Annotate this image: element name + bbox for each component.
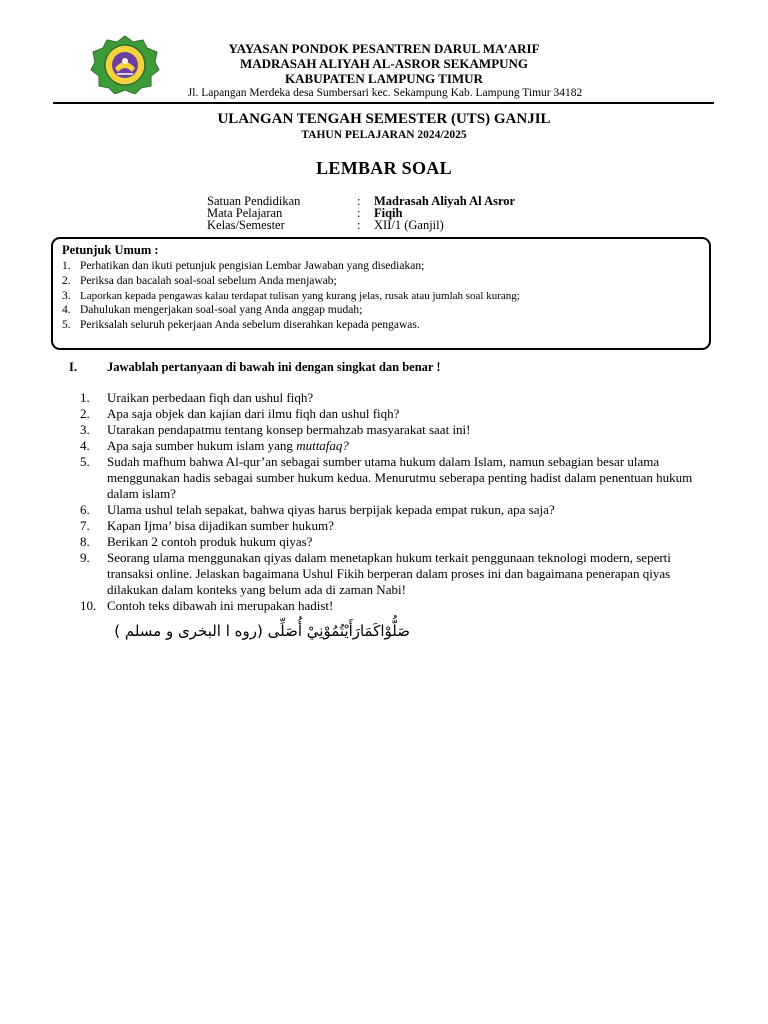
question-number: 8. — [80, 534, 90, 549]
question-number: 6. — [80, 502, 90, 517]
meta-label: Satuan Pendidikan — [207, 194, 301, 208]
instruction-text: Periksa dan bacalah soal-soal sebelum Anda menjawab; — [80, 274, 337, 287]
section-instruction: Jawablah pertanyaan di bawah ini dengan singkat dan benar ! — [107, 360, 441, 374]
question-number: 2. — [80, 406, 90, 421]
question-number: 1. — [80, 390, 90, 405]
question-item — [80, 438, 720, 454]
question-text: Sudah mafhum bahwa Al-qur’an sebagai sumber utama hukum dalam Islam, namun sebagian besar ulama menggunakan hadis sebagai sumber hukum kedua. Menurutmu seberapa penting hadist dalam penentuan hukum dalam islam? — [107, 454, 693, 501]
question-text-wrap — [107, 438, 720, 454]
meta-colon: : — [357, 218, 361, 232]
question-text: Apa saja sumber hukum islam yang — [107, 438, 297, 453]
instruction-text: Perhatikan dan ikuti petunjuk pengisian Lembar Jawaban yang disediakan; — [80, 260, 425, 272]
question-item — [80, 422, 720, 438]
question-text-italic: muttafaq? — [296, 438, 349, 453]
instruction-number: 4. — [62, 304, 71, 317]
question-text: Kapan Ijma’ bisa dijadikan sumber hukum? — [107, 518, 334, 533]
instruction-number: 1. — [62, 260, 71, 272]
instruction-number: 2. — [62, 274, 71, 287]
exam-title: ULANGAN TENGAH SEMESTER (UTS) GANJIL — [217, 111, 551, 127]
question-text: Utarakan pendapatmu tentang konsep bermahzab masyarakat saat ini! — [107, 422, 471, 437]
foundation-name: YAYASAN PONDOK PESANTREN DARUL MA’ARIF — [228, 41, 540, 56]
instruction-text: Laporkan kepada pengawas kalau terdapat tulisan yang kurang jelas, rusak atau jumlah soal kurang; — [80, 289, 520, 302]
instruction-item — [62, 318, 702, 333]
question-number: 3. — [80, 422, 90, 437]
instruction-item — [62, 274, 702, 289]
question-item — [80, 598, 720, 614]
question-number: 9. — [80, 550, 90, 565]
question-text: Uraikan perbedaan fiqh dan ushul fiqh? — [107, 390, 314, 405]
meta-label: Kelas/Semester — [207, 218, 285, 232]
question-item — [80, 502, 720, 518]
question-number: 5. — [80, 454, 90, 469]
instruction-number: 3. — [62, 289, 71, 302]
question-number: 7. — [80, 518, 90, 533]
question-text: Ulama ushul telah sepakat, bahwa qiyas harus berpijak kepada empat rukun, apa saja? — [107, 502, 555, 517]
meta-value: XII/1 (Ganjil) — [374, 218, 444, 232]
question-list — [80, 390, 720, 614]
question-item — [80, 390, 720, 406]
exam-year: TAHUN PELAJARAN 2024/2025 — [301, 129, 467, 141]
school-name: MADRASAH ALIYAH AL-ASROR SEKAMPUNG — [239, 56, 529, 71]
instructions-title: Petunjuk Umum : — [62, 243, 159, 257]
hadith-arabic-text: صَلُّوْاكَمَارَأَيْتُمُوْنِيْ أُصَلِّى (روه ا البخرى و مسلم ) — [114, 622, 410, 640]
sheet-title: LEMBAR SOAL — [316, 158, 452, 178]
instruction-item — [62, 303, 702, 318]
school-address: Jl. Lapangan Merdeka desa Sumbersari kec. Sekampung Kab. Lampung Timur 34182 — [187, 87, 583, 99]
instruction-text: Periksalah seluruh pekerjaan Anda sebelum diserahkan kepada pengawas. — [80, 319, 420, 332]
question-item — [80, 454, 720, 502]
meta-value: Fiqih — [374, 206, 403, 220]
question-text: Berikan 2 contoh produk hukum qiyas? — [107, 534, 313, 549]
question-item — [80, 534, 720, 550]
instruction-number: 5. — [62, 319, 71, 332]
instructions-list — [62, 259, 702, 333]
question-number: 10. — [80, 598, 97, 613]
question-text: Apa saja objek dan kajian dari ilmu fiqh dan ushul fiqh? — [107, 406, 400, 421]
question-item — [80, 518, 720, 534]
section-number: I. — [69, 360, 77, 374]
regency-name: KABUPATEN LAMPUNG TIMUR — [285, 71, 483, 86]
instruction-item — [62, 259, 702, 274]
question-number: 4. — [80, 438, 90, 453]
meta-label: Mata Pelajaran — [207, 206, 283, 220]
header-divider — [53, 102, 714, 104]
question-text: Seorang ulama menggunakan qiyas dalam menetapkan hukum terkait penggunaan teknologi modern, seperti transaksi online. Jelaskan bagaimana Ushul Fikih berperan dalam proses ini dan bagaimana penerapan qiyas dilakukan dalam konteks yang belum ada di zaman Nabi! — [107, 550, 671, 597]
instruction-item — [62, 289, 702, 304]
instruction-text: Dahulukan mengerjakan soal-soal yang Anda anggap mudah; — [80, 304, 363, 317]
meta-colon: : — [357, 206, 361, 220]
question-item — [80, 550, 720, 598]
question-text: Contoh teks dibawah ini merupakan hadist! — [107, 598, 334, 613]
question-item — [80, 406, 720, 422]
meta-value: Madrasah Aliyah Al Asror — [374, 194, 516, 208]
meta-colon: : — [357, 194, 361, 208]
